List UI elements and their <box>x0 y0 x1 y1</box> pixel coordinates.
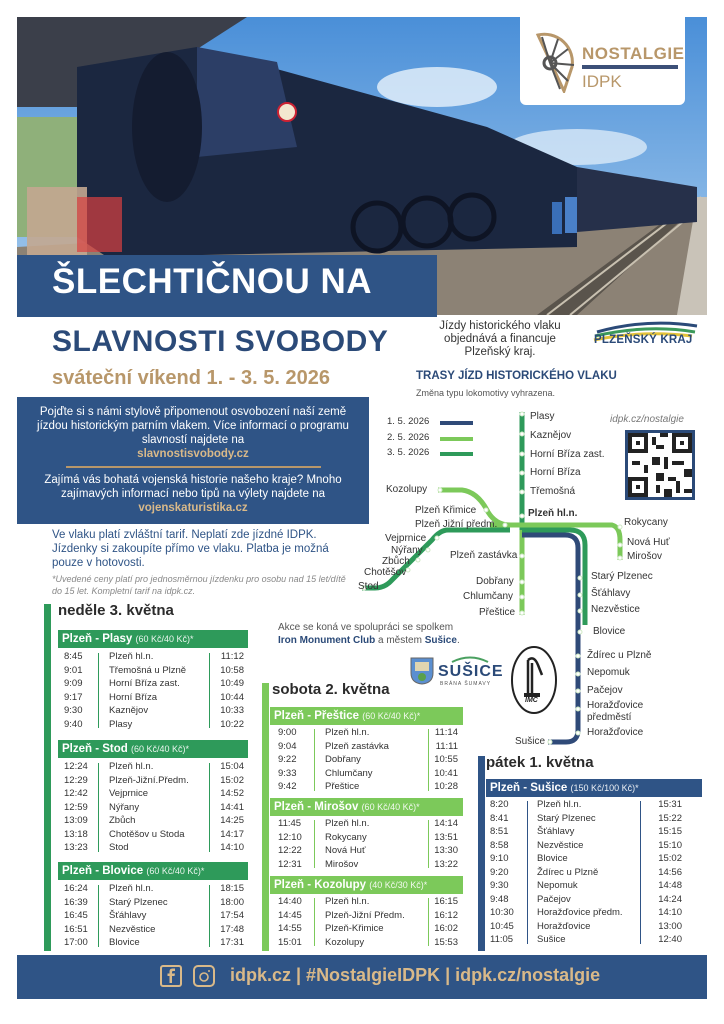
station-name: Šťáhlavy <box>109 910 147 921</box>
departure-time: 9:01 <box>64 664 83 676</box>
return-time: 17:54 <box>220 910 244 921</box>
link-slavnostisvobody[interactable]: slavnostisvobody.cz <box>137 448 249 460</box>
route-name: Plzeň - Stod <box>62 743 128 755</box>
station-kaznejov: Kaznějov <box>530 430 572 441</box>
table-row <box>490 933 682 946</box>
departure-time: 9:33 <box>278 767 297 779</box>
saturday-bar <box>262 683 269 951</box>
friday-title: pátek 1. května <box>486 754 594 771</box>
departure-time: 10:45 <box>490 920 514 932</box>
route-plzen-susice <box>486 779 702 797</box>
table-row <box>490 839 682 852</box>
table-row <box>278 740 458 753</box>
station-name: Kozolupy <box>325 936 365 948</box>
table-row <box>64 650 244 663</box>
map-title: TRASY JÍZD HISTORICKÉHO VLAKU <box>416 370 617 382</box>
susice-logo <box>410 655 504 687</box>
station-plasy: Plasy <box>530 411 555 422</box>
departure-time: 14:55 <box>278 923 302 934</box>
station-horni-briza-zast: Horní Bříza zast. <box>530 449 605 460</box>
route-plzen-blovice <box>58 862 248 880</box>
station-name: Blovice <box>109 937 140 948</box>
table-row <box>64 718 244 731</box>
table-row <box>64 677 244 690</box>
route-name: Plzeň - Kozolupy <box>274 879 366 891</box>
return-time: 14:10 <box>658 907 682 918</box>
departure-time: 10:30 <box>490 907 514 918</box>
return-time: 10:58 <box>220 664 244 676</box>
route-price: (60 Kč/40 Kč)* <box>131 744 190 754</box>
departure-time: 9:48 <box>490 893 509 905</box>
sunday-bar <box>44 604 51 951</box>
table-row <box>64 896 244 909</box>
station-mirosov: Mirošov <box>627 551 663 562</box>
coop-end: . <box>456 635 460 646</box>
table-row <box>490 893 682 906</box>
station-name: Nová Huť <box>325 845 366 856</box>
route-plzen-kozolupy <box>270 876 463 894</box>
arrow-up-icon <box>428 729 429 791</box>
station-vejprnice: Vejprnice <box>385 533 427 544</box>
page-title-line1: ŠLECHTIČNOU NA <box>52 262 373 301</box>
departure-time: 9:22 <box>278 754 297 765</box>
arrow-down-icon <box>527 801 528 944</box>
station-name: Horažďovice předm. <box>537 907 623 918</box>
table-row <box>278 922 458 935</box>
station-name: Nýřany <box>109 801 140 813</box>
table-row <box>490 906 682 919</box>
return-time: 14:17 <box>220 828 244 840</box>
return-time: 16:15 <box>434 896 458 907</box>
station-name: Plzeň hl.n. <box>537 799 582 810</box>
station-name: Sušice <box>537 934 566 945</box>
arrow-up-icon <box>209 763 210 852</box>
return-time: 12:40 <box>658 934 682 945</box>
route-name: Plzeň - Mirošov <box>274 801 359 813</box>
station-chlumcany: Chlumčany <box>463 591 514 602</box>
footer-links[interactable]: idpk.cz | #NostalgieIDPK | idpk.cz/nostalgie <box>230 965 601 985</box>
departure-time: 12:42 <box>64 788 88 799</box>
arrow-down-icon <box>314 820 315 868</box>
departure-time: 14:45 <box>278 909 302 921</box>
table-row <box>64 936 244 949</box>
return-time: 14:24 <box>658 893 682 905</box>
departure-time: 9:30 <box>490 880 509 891</box>
departure-time: 9:30 <box>64 705 83 716</box>
station-kozolupy: Kozolupy <box>386 484 428 495</box>
station-name: Plzeň hl.n. <box>325 818 370 829</box>
return-time: 10:41 <box>434 767 458 779</box>
departure-time: 12:10 <box>278 831 302 843</box>
return-time: 16:02 <box>434 923 458 934</box>
station-tremosna: Třemošná <box>530 486 576 497</box>
table-row <box>278 753 458 766</box>
arrow-down-icon <box>314 898 315 946</box>
tariff-text: Ve vlaku platí zvláštní tarif. Neplatí zde jízdné IDPK. Jízdenky si zakoupíte přímo ve vlaku. Platba je možná pouze v hotovosti. <box>52 529 329 569</box>
station-horazdovice-predmesti-1: Horažďovice <box>587 700 644 711</box>
departure-time: 9:42 <box>278 781 297 792</box>
station-zbuch: Zbůch <box>382 556 410 567</box>
station-name: Starý Plzenec <box>109 896 168 908</box>
return-time: 15:31 <box>658 799 682 810</box>
departure-time: 12:59 <box>64 801 88 813</box>
station-name: Vejprnice <box>109 788 149 799</box>
route-plzen-plasy <box>58 630 248 648</box>
return-time: 17:31 <box>220 937 244 948</box>
table-row <box>64 828 244 841</box>
departure-time: 8:51 <box>490 826 509 837</box>
arrow-down-icon <box>98 653 99 728</box>
departure-time: 8:41 <box>490 812 509 824</box>
route-price: (40 Kč/30 Kč)* <box>369 880 428 890</box>
station-dobrany: Dobřany <box>476 576 514 587</box>
station-prestice: Přeštice <box>479 607 516 618</box>
departure-time: 11:05 <box>490 934 514 945</box>
return-time: 11:11 <box>435 740 458 752</box>
return-time: 13:00 <box>658 920 682 932</box>
funding-text: Jízdy historického vlaku objednává a financuje Plzeňský kraj. <box>439 320 561 358</box>
table-row <box>490 825 682 838</box>
station-name: Plzeň hl.n. <box>109 761 154 772</box>
return-time: 11:14 <box>434 727 458 738</box>
return-time: 10:33 <box>220 705 244 716</box>
station-name: Třemošná u Plzně <box>109 664 187 676</box>
arrow-up-icon <box>209 653 210 728</box>
table-row <box>64 664 244 677</box>
departure-time: 9:09 <box>64 678 83 689</box>
departure-time: 13:23 <box>64 842 88 853</box>
station-nepomuk: Nepomuk <box>587 667 630 678</box>
table-row <box>278 895 458 908</box>
arrow-up-icon <box>428 820 429 868</box>
facebook-icon[interactable] <box>160 965 182 987</box>
station-nyrany: Nýřany <box>391 545 423 556</box>
table-row <box>278 831 458 844</box>
route-plzen-prestice <box>270 707 463 725</box>
return-time: 15:04 <box>220 761 244 772</box>
station-name: Plzeň hl.n. <box>109 883 154 894</box>
return-time: 10:55 <box>434 754 458 765</box>
station-name: Stod <box>109 842 129 853</box>
return-time: 14:25 <box>220 815 244 826</box>
map-note: Změna typu lokomotivy vyhrazena. <box>416 388 556 398</box>
station-name: Horní Bříza <box>109 691 158 703</box>
arrow-down-icon <box>98 885 99 947</box>
departure-time: 9:10 <box>490 853 509 864</box>
departure-time: 9:00 <box>278 727 297 738</box>
return-time: 17:48 <box>220 923 244 935</box>
station-name: Zbůch <box>109 815 136 826</box>
departure-time: 16:24 <box>64 883 88 894</box>
station-name: Plzeň-Jižní Předm. <box>325 909 405 921</box>
coop-town: Sušice <box>424 635 457 646</box>
table-row <box>64 774 244 787</box>
table-row <box>278 844 458 857</box>
arrow-down-icon <box>98 763 99 852</box>
return-time: 10:49 <box>220 678 244 689</box>
departure-time: 14:40 <box>278 896 302 907</box>
table-row <box>64 882 244 895</box>
table-row <box>490 866 682 879</box>
station-name: Mirošov <box>325 858 359 870</box>
station-name: Plzeň hl.n. <box>109 651 154 662</box>
station-name: Plzeň hl.n. <box>325 727 370 738</box>
route-plzen-mirosov <box>270 798 463 816</box>
table-row <box>64 801 244 814</box>
table-row <box>278 767 458 780</box>
station-stary-plzenec: Starý Plzenec <box>591 571 653 582</box>
station-name: Horní Bříza zast. <box>109 678 180 689</box>
susice-logo-text: SUŠICE <box>438 663 504 680</box>
table-row <box>64 691 244 704</box>
return-time: 10:28 <box>434 781 458 792</box>
coop-mid: a městem <box>375 635 425 646</box>
departure-time: 15:01 <box>278 936 302 948</box>
table-row <box>64 923 244 936</box>
station-name: Starý Plzenec <box>537 812 596 824</box>
departure-time: 8:58 <box>490 839 509 851</box>
table-row <box>64 814 244 827</box>
return-time: 15:15 <box>658 826 682 837</box>
departure-time: 12:31 <box>278 858 302 870</box>
departure-time: 12:22 <box>278 845 302 856</box>
table-row <box>278 909 458 922</box>
coop-club: Iron Monument Club <box>278 635 376 646</box>
table-row <box>64 841 244 854</box>
return-time: 18:15 <box>220 883 244 894</box>
station-name: Nezvěstice <box>537 839 584 851</box>
station-name: Kaznějov <box>109 705 149 716</box>
arrow-up-icon <box>640 801 641 944</box>
station-name: Pačejov <box>537 893 571 905</box>
station-plzen-hln: Plzeň hl.n. <box>528 508 578 519</box>
station-name: Plzeň zastávka <box>325 740 389 752</box>
return-time: 11:12 <box>220 651 244 662</box>
station-stahlavy: Šťáhlavy <box>591 588 631 599</box>
table-row <box>490 798 682 811</box>
brand-nostalgie: NOSTALGIE <box>582 44 685 63</box>
station-zdirec: Ždírec u Plzně <box>587 650 652 661</box>
return-time: 13:30 <box>434 845 458 856</box>
station-name: Plzeň-Křimice <box>325 923 384 934</box>
departure-time: 8:45 <box>64 651 83 662</box>
return-time: 10:44 <box>220 691 244 703</box>
return-time: 13:22 <box>434 858 458 870</box>
table-row <box>278 858 458 871</box>
route-plzen-stod <box>58 740 248 758</box>
susice-tagline: BRÁNA ŠUMAVY <box>440 681 492 687</box>
station-chotesov: Chotěšov <box>364 567 407 578</box>
station-name: Plasy <box>109 718 133 730</box>
legend-date-3: 3. 5. 2026 <box>387 447 430 458</box>
route-price: (60 Kč/40 Kč)* <box>362 711 421 721</box>
table-row <box>490 920 682 933</box>
station-name: Plzeň hl.n. <box>325 896 370 907</box>
return-time: 13:51 <box>434 831 458 843</box>
departure-time: 9:04 <box>278 740 297 752</box>
station-horazdovice: Horažďovice <box>587 727 644 738</box>
table-row <box>490 879 682 892</box>
departure-time: 13:18 <box>64 828 88 840</box>
station-name: Přeštice <box>325 781 360 792</box>
return-time: 14:10 <box>220 842 244 853</box>
departure-time: 11:45 <box>278 818 302 829</box>
return-time: 15:02 <box>220 774 244 786</box>
susice-coat-of-arms-icon <box>410 657 434 685</box>
route-price: (60 Kč/40 Kč)* <box>146 866 205 876</box>
departure-time: 9:40 <box>64 718 83 730</box>
station-nezvestice: Nezvěstice <box>591 604 640 615</box>
table-row <box>64 760 244 773</box>
station-blovice: Blovice <box>593 626 626 637</box>
info-para2: Zajímá vás bohatá vojenská historie našeho kraje? Mnoho zajímavých informací nebo tipů na výlety najdete na <box>44 474 342 500</box>
table-row <box>490 812 682 825</box>
station-susice: Sušice <box>515 736 546 747</box>
departure-time: 16:39 <box>64 896 88 908</box>
route-price: (60 Kč/40 Kč)* <box>135 634 194 644</box>
instagram-icon[interactable] <box>193 965 215 987</box>
departure-time: 17:00 <box>64 937 88 948</box>
station-plzen-jizni-predm: Plzeň Jižní předm. <box>415 519 498 530</box>
table-row <box>64 704 244 717</box>
station-pacejov: Pačejov <box>587 685 623 696</box>
friday-bar <box>478 756 485 951</box>
departure-time: 8:20 <box>490 799 509 810</box>
return-time: 15:22 <box>658 812 682 824</box>
station-name: Plzeň-Jižní.Předm. <box>109 774 189 786</box>
link-vojenskaturistika[interactable]: vojenskaturistika.cz <box>138 502 248 514</box>
tariff-note: *Uvedené ceny platí pro jednosměrnou jízdenku pro osobu nad 15 let/dítě do 15 let. Kompletní tarif na idpk.cz. <box>52 574 346 596</box>
return-time: 14:48 <box>658 880 682 891</box>
departure-time: 16:51 <box>64 923 88 935</box>
table-row <box>278 936 458 949</box>
route-name: Plzeň - Blovice <box>62 865 144 877</box>
station-name: Nezvěstice <box>109 923 156 935</box>
route-name: Plzeň - Přeštice <box>274 710 360 722</box>
arrow-up-icon <box>209 885 210 947</box>
return-time: 16:12 <box>434 909 458 921</box>
departure-time: 9:17 <box>64 691 83 703</box>
return-time: 18:00 <box>220 896 244 908</box>
page-title-line2: SLAVNOSTI SVOBODY <box>52 325 389 358</box>
susice-arc-icon <box>450 655 490 663</box>
station-name: Ždírec u Plzně <box>537 866 599 878</box>
table-row <box>490 852 682 865</box>
table-row <box>64 787 244 800</box>
station-horazdovice-predmesti-2: předměstí <box>587 712 632 723</box>
station-name: Chlumčany <box>325 767 373 779</box>
station-name: Dobřany <box>325 754 361 765</box>
coop-line1: Akce se koná ve spolupráci se spolkem <box>278 622 454 633</box>
departure-time: 13:09 <box>64 815 88 826</box>
route-price: (60 Kč/40 Kč)* <box>361 802 420 812</box>
brand-idpk: IDPK <box>582 72 622 91</box>
imc-logo <box>510 645 558 715</box>
return-time: 14:56 <box>658 866 682 878</box>
cooperation-text <box>278 621 460 647</box>
arrow-down-icon <box>314 729 315 791</box>
legend-date-1: 1. 5. 2026 <box>387 416 430 427</box>
table-row <box>278 780 458 793</box>
return-time: 14:14 <box>434 818 458 829</box>
imc-label: IMC <box>525 697 538 704</box>
station-name: Šťáhlavy <box>537 826 575 837</box>
station-nova-hut: Nová Huť <box>627 537 670 548</box>
station-plzen-zastavka: Plzeň zastávka <box>450 550 518 561</box>
table-row <box>64 909 244 922</box>
departure-time: 16:45 <box>64 910 88 921</box>
station-horni-briza: Horní Bříza <box>530 467 581 478</box>
page-subtitle: sváteční víkend 1. - 3. 5. 2026 <box>52 367 330 389</box>
station-name: Rokycany <box>325 831 367 843</box>
departure-time: 12:29 <box>64 774 88 786</box>
return-time: 14:52 <box>220 788 244 799</box>
return-time: 14:41 <box>220 801 244 813</box>
table-row <box>278 817 458 830</box>
return-time: 15:10 <box>658 839 682 851</box>
station-name: Chotěšov u Stoda <box>109 828 185 840</box>
imc-logo-icon <box>510 645 558 715</box>
route-name: Plzeň - Plasy <box>62 633 133 645</box>
station-rokycany: Rokycany <box>624 517 668 528</box>
return-time: 10:22 <box>220 718 244 730</box>
table-row <box>278 726 458 739</box>
departure-time: 12:24 <box>64 761 88 772</box>
plzensky-kraj-logo-text: PLZEŇSKÝ KRAJ <box>594 334 693 346</box>
route-name: Plzeň - Sušice <box>490 782 568 794</box>
station-name: Nepomuk <box>537 880 578 891</box>
legend-date-2: 2. 5. 2026 <box>387 432 430 443</box>
saturday-title: sobota 2. května <box>272 681 390 698</box>
route-price: (150 Kč/100 Kč)* <box>570 783 639 793</box>
arrow-up-icon <box>428 898 429 946</box>
qr-label: idpk.cz/nostalgie <box>610 414 684 425</box>
return-time: 15:53 <box>434 936 458 948</box>
station-name: Blovice <box>537 853 568 864</box>
info-para1: Pojďte si s námi stylově připomenout osvobození naší země jízdou historickým parním vlakem. Více informací o programu slavností najdete na <box>37 406 349 446</box>
return-time: 15:02 <box>658 853 682 864</box>
station-plzen-krimice: Plzeň Křimice <box>415 505 477 516</box>
sunday-title: neděle 3. května <box>58 602 174 619</box>
departure-time: 9:20 <box>490 866 509 878</box>
station-stod: Stod <box>358 581 379 592</box>
station-name: Horažďovice <box>537 920 591 932</box>
